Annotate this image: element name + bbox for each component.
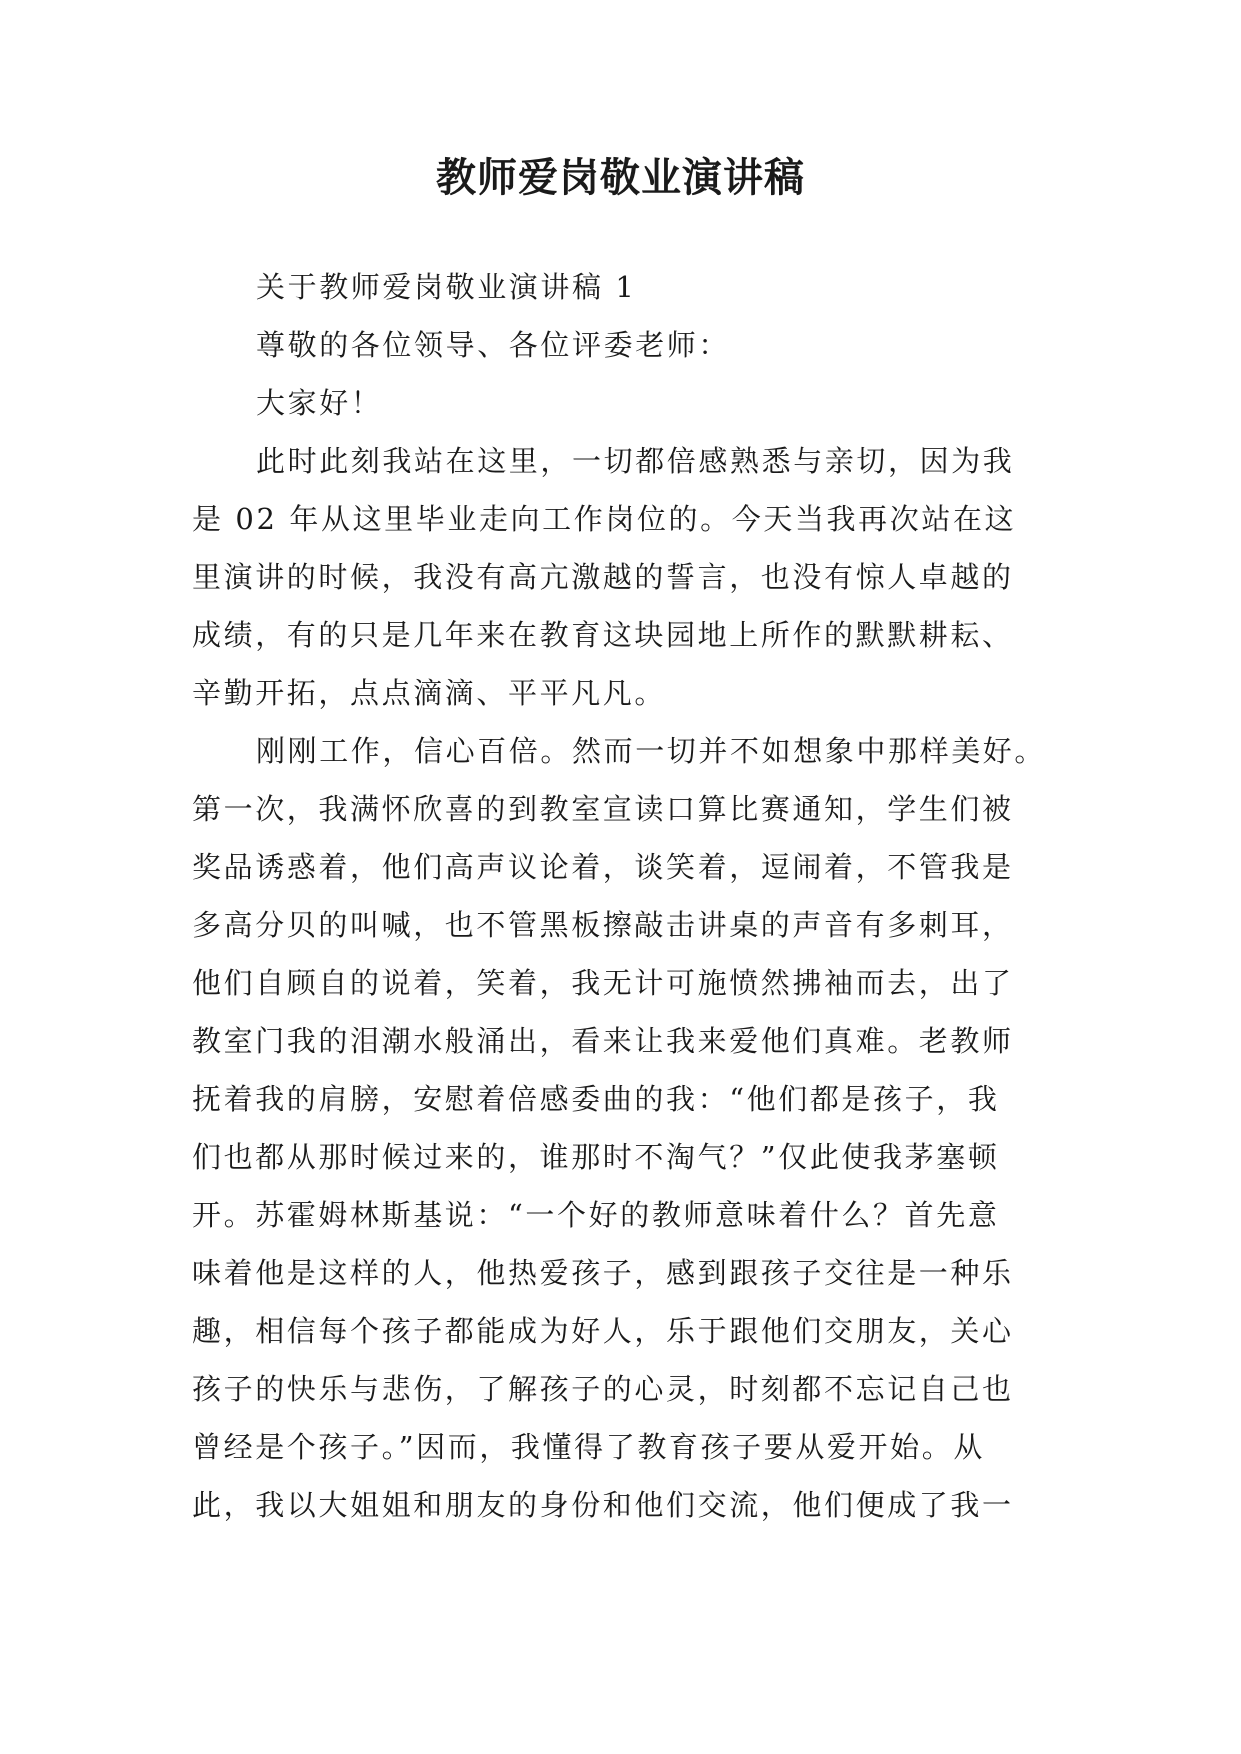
body-line: 关于教师爱岗敬业演讲稿 1 (256, 270, 637, 304)
body-line: 尊敬的各位领导、各位评委老师： (256, 328, 731, 362)
body-line: 趣，相信每个孩子都能成为好人，乐于跟他们交朋友，关心 (192, 1314, 1014, 1348)
body-line: 里演讲的时候，我没有高亢激越的誓言，也没有惊人卓越的 (192, 560, 1014, 594)
body-line: 成绩，有的只是几年来在教育这块园地上所作的默默耕耘、 (192, 618, 1014, 652)
body-line: 刚刚工作，信心百倍。然而一切并不如想象中那样美好。 (256, 734, 1047, 768)
document-body (192, 258, 1056, 1534)
body-line: 此，我以大姐姐和朋友的身份和他们交流，他们便成了我一 (192, 1488, 1014, 1522)
body-line: 抚着我的肩膀，安慰着倍感委曲的我：“他们都是孩子，我 (192, 1082, 1000, 1116)
body-line: 曾经是个孩子。”因而，我懂得了教育孩子要从爱开始。从 (192, 1430, 985, 1464)
body-line: 奖品诱惑着，他们高声议论着，谈笑着，逗闹着，不管我是 (192, 850, 1014, 884)
body-line: 味着他是这样的人，他热爱孩子，感到跟孩子交往是一种乐 (192, 1256, 1014, 1290)
body-line: 孩子的快乐与悲伤，了解孩子的心灵，时刻都不忘记自己也 (192, 1372, 1014, 1406)
body-line: 大家好！ (256, 386, 383, 420)
document-title: 教师爱岗敬业演讲稿 (436, 155, 805, 201)
body-line: 们也都从那时候过来的，谁那时不淘气？”仅此使我茅塞顿 (192, 1140, 1000, 1174)
body-line: 辛勤开拓，点点滴滴、平平凡凡。 (192, 676, 667, 710)
body-line: 开。苏霍姆林斯基说：“一个好的教师意味着什么？首先意 (192, 1198, 1000, 1232)
body-line: 是 02 年从这里毕业走向工作岗位的。今天当我再次站在这 (192, 502, 1017, 536)
body-line: 多高分贝的叫喊，也不管黑板擦敲击讲桌的声音有多刺耳， (192, 908, 1014, 942)
body-line: 第一次，我满怀欣喜的到教室宣读口算比赛通知，学生们被 (192, 792, 1014, 826)
body-line: 此时此刻我站在这里，一切都倍感熟悉与亲切，因为我 (256, 444, 1015, 478)
body-line: 他们自顾自的说着，笑着，我无计可施愤然拂袖而去，出了 (192, 966, 1014, 1000)
body-line: 教室门我的泪潮水般涌出，看来让我来爱他们真难。老教师 (192, 1024, 1014, 1058)
